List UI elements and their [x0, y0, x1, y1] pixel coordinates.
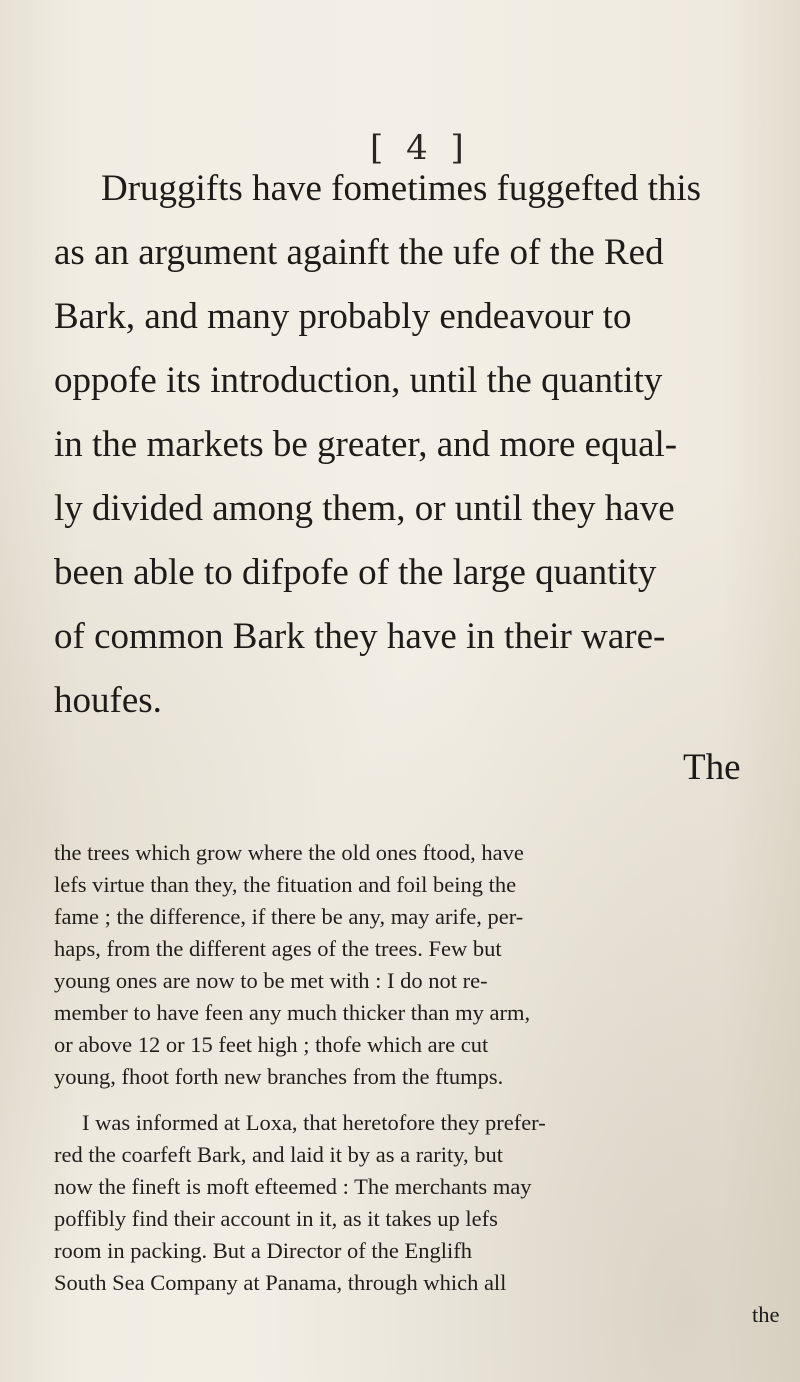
main-text-line: of common Bark they have in their ware-: [54, 616, 666, 657]
main-text-line: Druggifts have fometimes fuggefted this: [101, 168, 702, 209]
footnote-line: room in packing. But a Director of the Englifh: [54, 1238, 473, 1263]
footnote-line: now the fineft is moft efteemed : The merchants may: [54, 1174, 532, 1199]
page-number: [ 4 ]: [370, 128, 470, 168]
footnote-line: red the coarfeft Bark, and laid it by as a rarity, but: [54, 1142, 503, 1167]
main-text-line: as an argument againft the ufe of the Red: [54, 232, 664, 273]
main-text-line: been able to difpofe of the large quantity: [54, 552, 657, 593]
main-text-line: houfes.: [54, 680, 162, 721]
main-text-line: oppofe its introduction, until the quantity: [54, 360, 663, 401]
main-text-line: in the markets be greater, and more equal-: [54, 424, 678, 465]
main-text-line: ly divided among them, or until they have: [54, 488, 675, 529]
footnote-catchword: the: [752, 1302, 780, 1327]
main-catchword: The: [683, 747, 741, 788]
footnote-line: young, fhoot forth new branches from the ftumps.: [54, 1064, 504, 1089]
footnote-line: South Sea Company at Panama, through which all: [54, 1270, 507, 1295]
footnote-line: member to have feen any much thicker than my arm,: [54, 1000, 531, 1025]
footnote-line: young ones are now to be met with : I do not re-: [54, 968, 488, 993]
footnote-line: haps, from the different ages of the trees. Few but: [54, 936, 502, 961]
footnote-line: I was informed at Loxa, that heretofore they prefer-: [82, 1110, 546, 1135]
footnote-line: the trees which grow where the old ones ftood, have: [54, 840, 524, 865]
footnote-line: or above 12 or 15 feet high ; thofe which are cut: [54, 1032, 489, 1057]
footnote-line: fame ; the difference, if there be any, may arife, per-: [54, 904, 524, 929]
footnote-line: lefs virtue than they, the fituation and foil being the: [54, 872, 517, 897]
main-text-line: Bark, and many probably endeavour to: [54, 296, 632, 337]
footnote-line: poffibly find their account in it, as it takes up lefs: [54, 1206, 498, 1231]
